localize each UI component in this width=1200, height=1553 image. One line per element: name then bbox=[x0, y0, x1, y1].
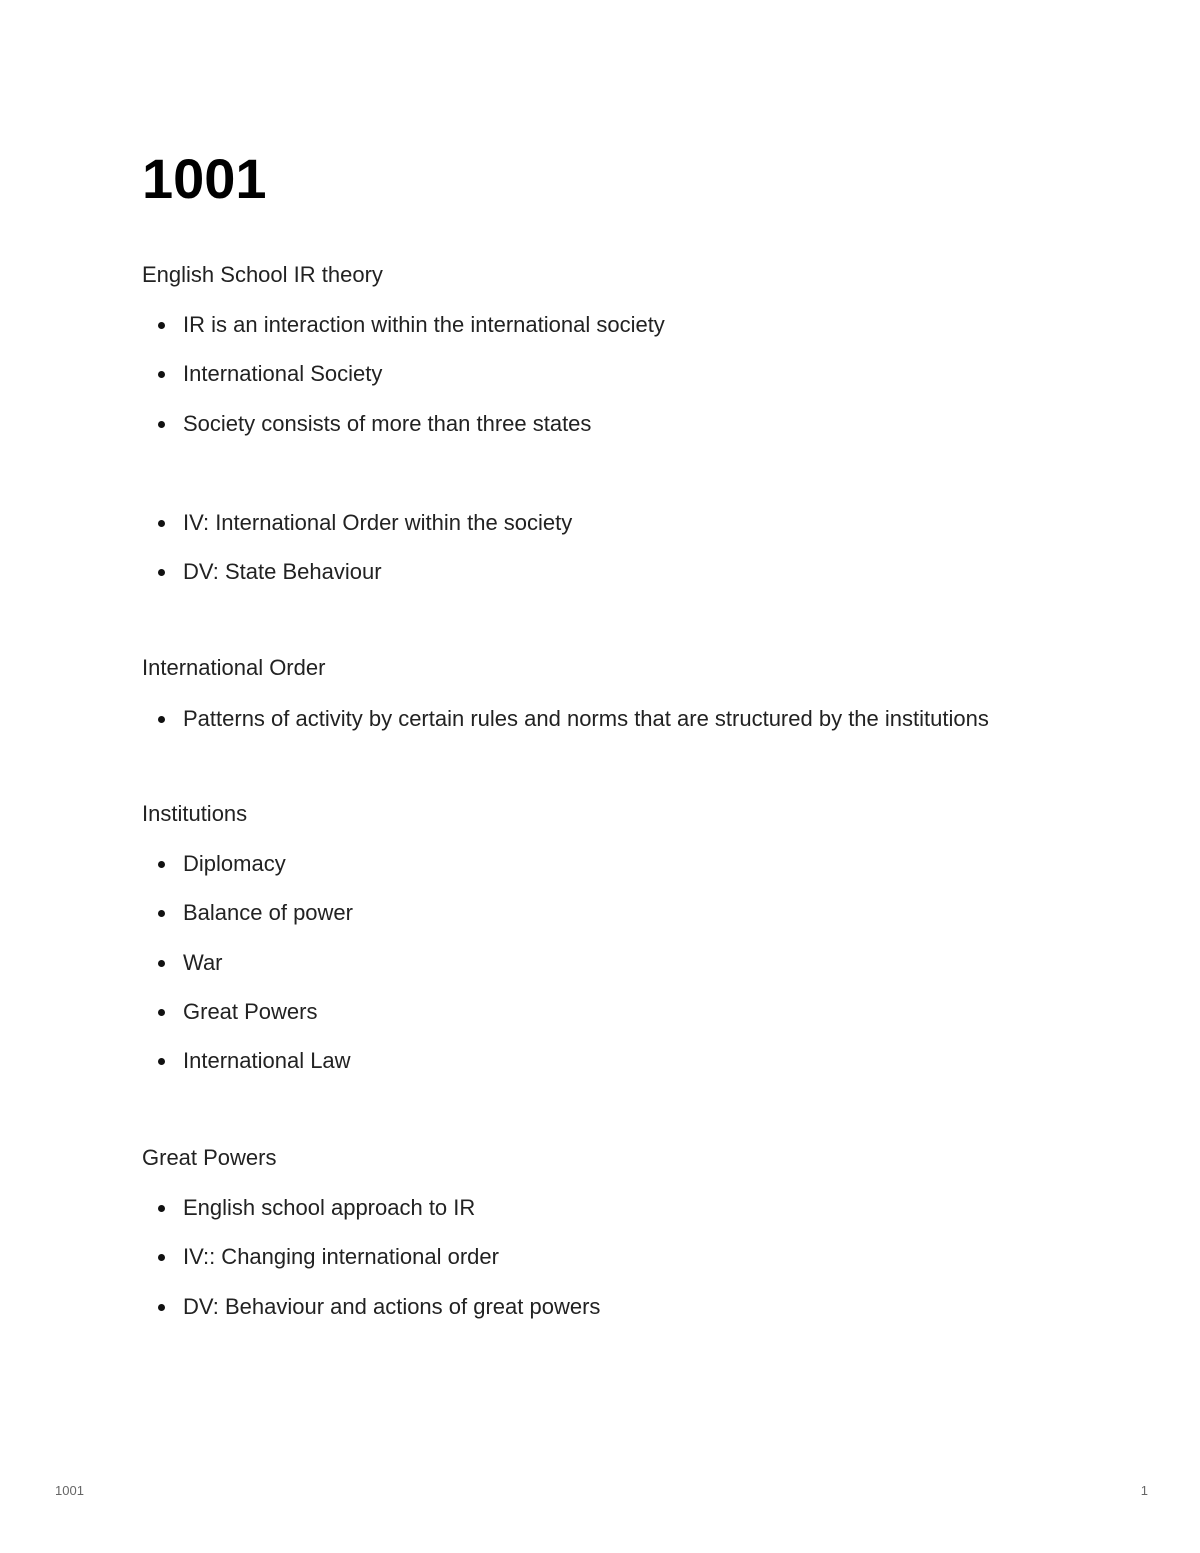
list-item bbox=[142, 409, 665, 458]
bullet-icon bbox=[158, 960, 165, 967]
list-item bbox=[142, 948, 353, 997]
list-item bbox=[142, 1193, 600, 1242]
bullet-icon bbox=[158, 716, 165, 723]
list-item bbox=[142, 1292, 600, 1341]
bullet-list bbox=[142, 508, 572, 607]
bullet-icon bbox=[158, 910, 165, 917]
bullet-icon bbox=[158, 371, 165, 378]
list-item-text: DV: State Behaviour bbox=[183, 559, 382, 585]
bullet-icon bbox=[158, 1304, 165, 1311]
bullet-icon bbox=[158, 1058, 165, 1065]
list-item bbox=[142, 508, 572, 557]
bullet-list bbox=[142, 704, 989, 753]
footer-document-name: 1001 bbox=[55, 1483, 84, 1498]
list-item-text: IV: International Order within the society bbox=[183, 510, 573, 535]
list-item-text: Society consists of more than three states bbox=[183, 410, 592, 436]
list-item-text: War bbox=[183, 949, 223, 975]
section-heading-english-school: English School IR theory bbox=[142, 262, 383, 287]
bullet-icon bbox=[158, 1254, 165, 1261]
list-item-text: Patterns of activity by certain rules and norms that are structured by the institutions bbox=[183, 706, 989, 731]
bullet-icon bbox=[158, 520, 165, 527]
list-item bbox=[142, 898, 353, 947]
list-item bbox=[142, 557, 572, 606]
list-item-text: Balance of power bbox=[183, 900, 353, 926]
bullet-icon bbox=[158, 322, 165, 329]
list-item-text: International Law bbox=[183, 1048, 351, 1074]
list-item bbox=[142, 997, 353, 1046]
page-title: 1001 bbox=[142, 147, 267, 210]
bullet-list bbox=[142, 849, 353, 1095]
bullet-icon bbox=[158, 1205, 165, 1212]
list-item-text: International Society bbox=[183, 361, 383, 387]
list-item-text: English school approach to IR bbox=[183, 1195, 476, 1220]
list-item bbox=[142, 1242, 600, 1291]
bullet-list bbox=[142, 310, 665, 458]
list-item-text: IV:: Changing international order bbox=[183, 1244, 499, 1270]
list-item bbox=[142, 1046, 353, 1095]
bullet-icon bbox=[158, 1009, 165, 1016]
section-heading-great-powers: Great Powers bbox=[142, 1145, 277, 1170]
section-heading-institutions: Institutions bbox=[142, 801, 248, 826]
list-item-text: DV: Behaviour and actions of great powers bbox=[183, 1293, 601, 1319]
list-item-text: Great Powers bbox=[183, 998, 318, 1024]
list-item bbox=[142, 704, 989, 753]
section-heading-international-order: International Order bbox=[142, 655, 326, 680]
bullet-icon bbox=[158, 569, 165, 576]
list-item bbox=[142, 310, 665, 359]
footer-page-number: 1 bbox=[1140, 1483, 1148, 1498]
list-item-text: Diplomacy bbox=[183, 851, 286, 876]
list-item bbox=[142, 849, 353, 898]
bullet-list bbox=[142, 1193, 600, 1341]
list-item-text: IR is an interaction within the international society bbox=[183, 312, 665, 337]
bullet-icon bbox=[158, 861, 165, 868]
list-item bbox=[142, 359, 665, 408]
bullet-icon bbox=[158, 421, 165, 428]
